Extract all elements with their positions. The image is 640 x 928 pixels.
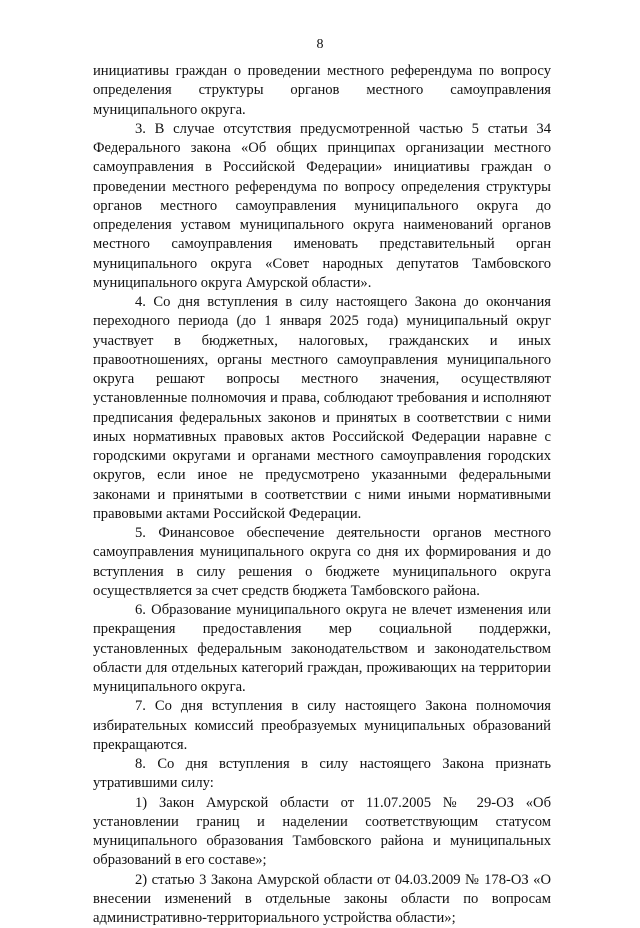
paragraph-item-4: 4. Со дня вступления в силу настоящего Закона до окончания переходного периода (до 1 января 2025 года) муниципальный округ участвует в бюджетных, налоговых, гражданских и иных правоотношениях, органы местного самоуправления муниципального округа решают вопросы местного значения, осуществляют установленные полномочия и права, соблюдают требования и исполняют предписания федеральных законов и принятых в соответствии с ними иных нормативных правовых актов Российской Федерации наравне с городскими округами и органами местного самоуправления городских округов, если иное не предусмотрено указанными федеральными законами и принятыми в соответствии с ними иными нормативными правовыми актами Российской Федерации. — [93, 293, 551, 524]
paragraph-item-6: 6. Образование муниципального округа не влечет изменения или прекращения предоставления мер социальной поддержки, установленных федеральным законодательством и законодательством области для отдельных категорий граждан, проживающих на территории муниципального округа. — [93, 601, 551, 697]
paragraph-continuation: инициативы граждан о проведении местного референдума по вопросу определения структуры органов местного самоуправления муниципального округа. — [93, 62, 551, 120]
paragraph-subitem-2: 2) статью 3 Закона Амурской области от 04.03.2009 № 178-ОЗ «О внесении изменений в отдельные законы области по вопросам административно-территориального устройства области»; — [93, 871, 551, 928]
document-body — [93, 62, 551, 928]
paragraph-subitem-1: 1) Закон Амурской области от 11.07.2005 № 29-ОЗ «Об установлении границ и наделении соответствующим статусом муниципального образования Тамбовского района и муниципальных образований в его составе»; — [93, 794, 551, 871]
paragraph-item-3: 3. В случае отсутствия предусмотренной частью 5 статьи 34 Федерального закона «Об общих принципах организации местного самоуправления в Российской Федерации» инициативы граждан о проведении местного референдума по вопросу определения структуры органов местного самоуправления муниципального округа до определения уставом муниципального округа наименований органов местного самоуправления именовать представительный орган муниципального округа «Совет народных депутатов Тамбовского муниципального округа Амурской области». — [93, 120, 551, 293]
paragraph-item-7: 7. Со дня вступления в силу настоящего Закона полномочия избирательных комиссий преобразуемых муниципальных образований прекращаются. — [93, 697, 551, 755]
page-number: 8 — [0, 37, 640, 53]
paragraph-item-8: 8. Со дня вступления в силу настоящего Закона признать утратившими силу: — [93, 755, 551, 794]
paragraph-item-5: 5. Финансовое обеспечение деятельности органов местного самоуправления муниципального округа со дня их формирования и до вступления в силу решения о бюджете муниципального округа осуществляется за счет средств бюджета Тамбовского района. — [93, 524, 551, 601]
